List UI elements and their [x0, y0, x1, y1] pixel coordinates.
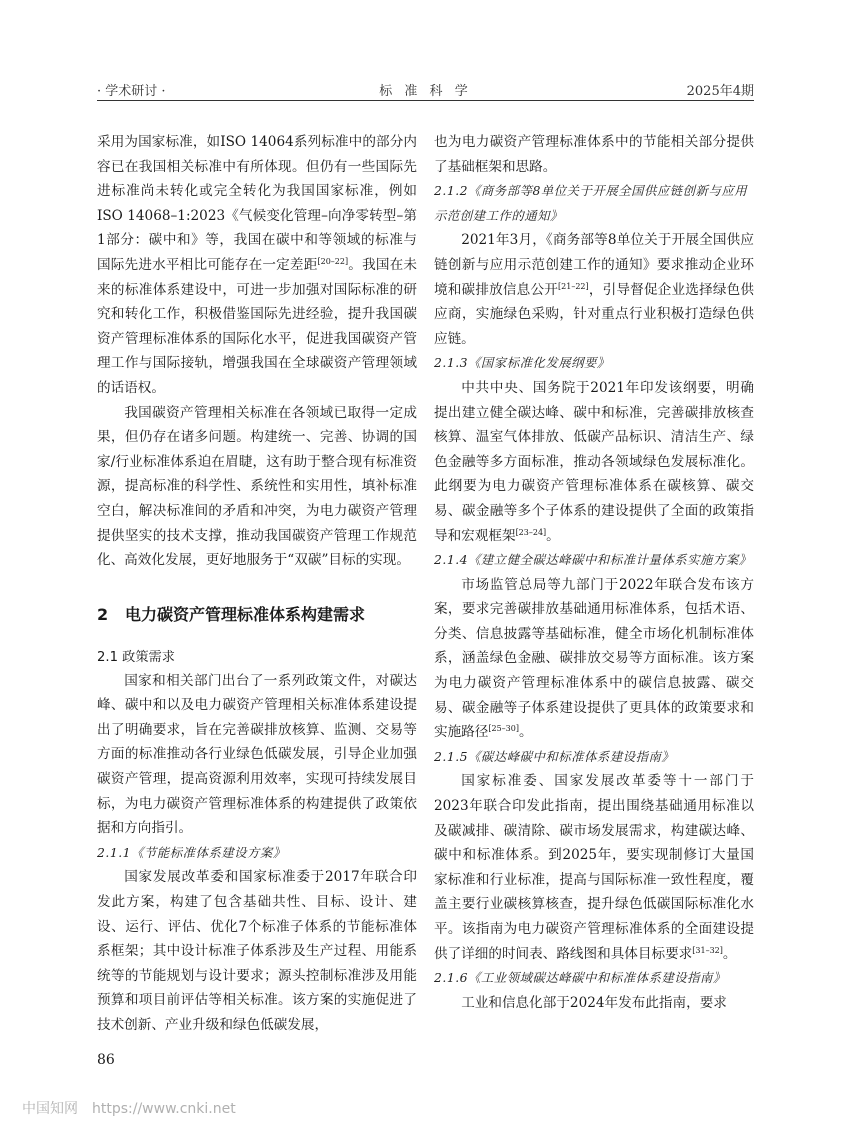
item-heading: 2.1.6《工业领域碳达峰碳中和标准体系建设指南》 [434, 970, 726, 986]
header-journal-title: 标 准 科 学 [379, 84, 472, 99]
item-heading: 2.1.5《碳达峰碳中和标准体系建设指南》 [434, 748, 675, 764]
left-column [97, 130, 417, 1038]
cnki-url[interactable]: https://www.cnki.net [92, 1101, 236, 1117]
paragraph: 2021年3月，《商务部等8单位关于开展全国供应链创新与应用示范创建工作的通知》要求推动企业环境和碳排放信息公开[21–22]，引导督促企业选择绿色供应商，实施绿色采购，针对重点行业积极打造绿色供应链。 [434, 232, 755, 347]
paragraph: 国家标准委、国家发展改革委等十一部门于2023年联合印发此指南，提出围绕基础通用标准以及碳减排、碳清除、碳市场发展需求，构建碳达峰、碳中和标准体系。到2025年，要实现制修订大量国家标准和行业标准，提高与国际标准一致性程度，覆盖主要行业碳核算核查，提升绿色低碳国际标准化水平。该指南为电力碳资产管理标准体系的全面建设提供了详细的时间表、路线图和具体目标要求[31–32]。 [434, 773, 754, 962]
paragraph: 采用为国家标准，如ISO 14064系列标准中的部分内容已在我国相关标准中有所体现。但仍有一些国际先进标准尚未转化或完全转化为我国国家标准，例如ISO 14068–1:2023《气候变化管理–向净零转型–第1部分：碳中和》等，我国在碳中和等领域的标准与国际先进水平相比可能存在一定差距[20–22]。我国在未来的标准体系建设中，可进一步加强对国际标准的研究和转化工作，积极借鉴国际先进经验，提升我国碳资产管理标准体系的国际化水平，促进我国碳资产管理工作与国际接轨，增强我国在全球碳资产管理领域的话语权。 [97, 134, 418, 396]
item-heading: 2.1.3《国家标准化发展纲要》 [434, 355, 610, 371]
running-header [97, 78, 754, 101]
footer-watermark [22, 1098, 236, 1118]
header-issue: 2025年4期 [686, 84, 754, 99]
header-section-label: · 学术研讨 · [97, 84, 166, 99]
item-heading: 2.1.1《节能标准体系建设方案》 [97, 844, 286, 860]
section-number: 2 [97, 604, 109, 624]
citation[interactable]: [23–24] [515, 527, 547, 537]
section-title: 电力碳资产管理标准体系构建需求 [125, 604, 366, 624]
citation[interactable]: [31–32] [692, 945, 723, 955]
item-heading: 2.1.4《建立健全碳达峰碳中和标准计量体系实施方案》 [434, 552, 752, 568]
subsection-heading: 2.1 政策需求 [97, 649, 175, 665]
citation[interactable]: [25–30] [488, 724, 519, 734]
paragraph: 国家和相关部门出台了一系列政策文件，对碳达峰、碳中和以及电力碳资产管理相关标准体系建设提出了明确要求，旨在完善碳排放核算、监测、交易等方面的标准推动各行业绿色低碳发展，引导企业加强碳资产管理，提高资源利用效率，实现可持续发展目标，为电力碳资产管理标准体系的构建提供了政策依据和方向指引。 [97, 672, 417, 837]
citation[interactable]: [20–22] [317, 256, 349, 266]
right-column [434, 130, 754, 1015]
paragraph: 我国碳资产管理相关标准在各领域已取得一定成果，但仍存在诸多问题。构建统一、完善、协调的国家/行业标准体系迫在眉睫，这有助于整合现有标准资源，提高标准的科学性、系统性和实用性，填补标准空白，解决标准间的矛盾和冲突，为电力碳资产管理提供坚实的技术支撑，推动我国碳资产管理工作规范化、高效化发展，更好地服务于“双碳”目标的实现。 [97, 404, 417, 569]
section-heading [97, 603, 417, 627]
item-heading: 2.1.2《商务部等8单位关于开展全国供应链创新与应用示范创建工作的通知》 [434, 183, 748, 223]
paragraph: 工业和信息化部于2024年发布此指南，要求 [461, 994, 727, 1011]
paragraph: 中共中央、国务院于2021年印发该纲要，明确提出建立健全碳达峰、碳中和标准，完善碳排放核查核算、温室气体排放、低碳产品标识、清洁生产、绿色金融等多方面标准，推动各领域绿色发展标准化。此纲要为电力碳资产管理标准体系在碳核算、碳交易、碳金融等多个子体系的建设提供了全面的政策指导和宏观框架[23–24]。 [434, 379, 754, 544]
paragraph: 市场监管总局等九部门于2022年联合发布该方案，要求完善碳排放基础通用标准体系，包括术语、分类、信息披露等基础标准，健全市场化机制标准体系，涵盖绿色金融、碳排放交易等方面标准。该方案为电力碳资产管理标准体系中的碳信息披露、碳交易、碳金融等子体系建设提供了更具体的政策要求和实施路径[25–30]。 [434, 576, 754, 741]
paragraph: 国家发展改革委和国家标准委于2017年联合印发此方案，构建了包含基础共性、目标、设计、建设、运行、评估、优化7个标准子体系的节能标准体系框架；其中设计标准子体系涉及生产过程、用能系统等的节能规划与设计要求；源头控制标准涉及用能预算和项目前评估等相关标准。该方案的实施促进了技术创新、产业升级和绿色低碳发展， [97, 869, 417, 1033]
paragraph: 也为电力碳资产管理标准体系中的节能相关部分提供了基础框架和思路。 [434, 134, 754, 175]
cnki-brand: 中国知网 [22, 1101, 78, 1117]
citation[interactable]: [21–22] [558, 281, 589, 291]
page-number: 86 [97, 1052, 115, 1068]
